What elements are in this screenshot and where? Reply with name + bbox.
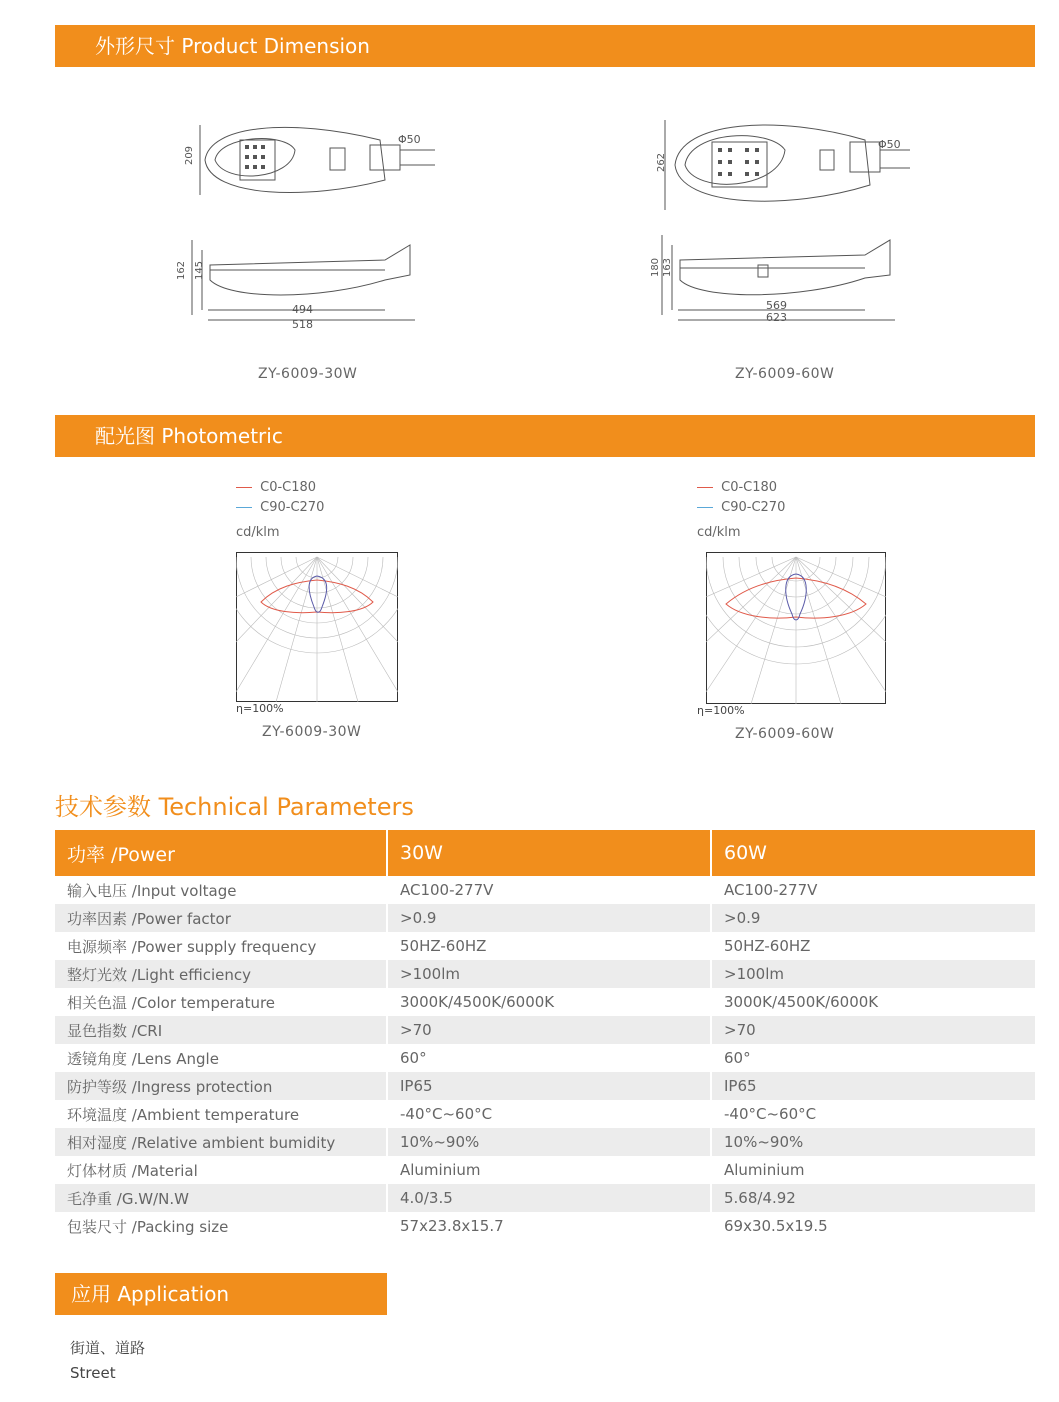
param-value-30w: >100lm bbox=[387, 960, 711, 988]
legend-c0-label: C0-C180 bbox=[260, 480, 317, 495]
legend-c0-label: C0-C180 bbox=[721, 480, 778, 495]
eta-30w: η=100% bbox=[236, 702, 284, 715]
eta-60w: η=100% bbox=[697, 704, 745, 717]
table-row bbox=[55, 1156, 1035, 1184]
param-value-60w: 10%~90% bbox=[711, 1128, 1035, 1156]
legend-c90-30w bbox=[236, 500, 324, 515]
param-value-30w: 57x23.8x15.7 bbox=[387, 1212, 711, 1240]
photometric-title: 配光图 Photometric bbox=[95, 424, 283, 448]
param-value-60w: 69x30.5x19.5 bbox=[724, 1217, 828, 1235]
param-label: 环境温度 /Ambient temperature bbox=[55, 1100, 387, 1128]
dim-60w-width: 262 bbox=[656, 152, 668, 173]
param-value-30w: AC100-277V bbox=[387, 876, 711, 904]
param-label: 透镜角度 /Lens Angle bbox=[55, 1044, 387, 1072]
technical-title: 技术参数 Technical Parameters bbox=[55, 793, 414, 821]
photometric-banner bbox=[55, 415, 1035, 457]
application-banner bbox=[55, 1273, 387, 1315]
header-30w: 30W bbox=[387, 830, 711, 876]
param-value-30w: >0.9 bbox=[387, 904, 711, 932]
legend-c90-label: C90-C270 bbox=[260, 500, 325, 515]
table-row bbox=[55, 1184, 1035, 1212]
legend-c0-swatch bbox=[236, 487, 252, 488]
photometric-model-30w: ZY-6009-30W bbox=[262, 724, 362, 740]
legend-c0-30w bbox=[236, 480, 316, 495]
dim-30w-h2: 145 bbox=[194, 260, 206, 281]
param-value-60w: 50HZ-60HZ bbox=[724, 937, 811, 955]
table-row bbox=[55, 1128, 1035, 1156]
param-label: 电源频率 /Power supply frequency bbox=[55, 932, 387, 960]
dimension-banner bbox=[55, 25, 1035, 67]
dim-30w-width: 209 bbox=[184, 145, 196, 166]
legend-c90-swatch bbox=[236, 507, 252, 508]
table-row bbox=[55, 1212, 1035, 1240]
param-label: 显色指数 /CRI bbox=[55, 1016, 387, 1044]
dimension-title: 外形尺寸 Product Dimension bbox=[95, 34, 370, 58]
table-row bbox=[55, 876, 1035, 904]
table-row bbox=[55, 960, 1035, 988]
table-row bbox=[55, 1044, 1035, 1072]
dimension-model-60w: ZY-6009-60W bbox=[735, 366, 835, 382]
application-title: 应用 Application bbox=[71, 1282, 230, 1306]
table-row bbox=[55, 988, 1035, 1016]
polar-diagram-60w bbox=[706, 552, 886, 704]
header-60w: 60W bbox=[711, 830, 1035, 876]
param-label: 功率因素 /Power factor bbox=[55, 904, 387, 932]
param-value-60w: >0.9 bbox=[711, 904, 1035, 932]
param-value-30w: >70 bbox=[387, 1016, 711, 1044]
param-label: 防护等级 /Ingress protection bbox=[55, 1072, 387, 1100]
header-power: 功率 /Power bbox=[55, 830, 387, 876]
param-value-60w: 60° bbox=[724, 1049, 751, 1067]
dim-30w-h1: 162 bbox=[176, 260, 188, 281]
param-value-60w: Aluminium bbox=[724, 1161, 805, 1179]
legend-c0-60w bbox=[697, 480, 777, 495]
dimension-model-30w: ZY-6009-30W bbox=[258, 366, 358, 382]
param-value-30w: -40°C~60°C bbox=[387, 1100, 711, 1128]
param-value-60w: -40°C~60°C bbox=[724, 1105, 817, 1123]
param-label: 输入电压 /Input voltage bbox=[55, 876, 387, 904]
dim-60w-h2: 163 bbox=[662, 257, 674, 278]
param-value-60w: >100lm bbox=[711, 960, 1035, 988]
param-value-30w: Aluminium bbox=[387, 1156, 711, 1184]
legend-c90-60w bbox=[697, 500, 785, 515]
param-value-60w: 3000K/4500K/6000K bbox=[724, 993, 879, 1011]
unit-60w: cd/klm bbox=[697, 525, 741, 540]
application-text-en: Street bbox=[70, 1364, 116, 1382]
param-value-30w: IP65 bbox=[387, 1072, 711, 1100]
table-row bbox=[55, 904, 1035, 932]
dim-60w-pipe: Φ50 bbox=[878, 138, 901, 151]
legend-c90-label: C90-C270 bbox=[721, 500, 786, 515]
param-label: 包装尺寸 /Packing size bbox=[55, 1212, 387, 1240]
param-value-30w: 10%~90% bbox=[387, 1128, 711, 1156]
param-value-60w: >70 bbox=[711, 1016, 1035, 1044]
param-label: 相关色温 /Color temperature bbox=[55, 988, 387, 1016]
param-value-30w: 4.0/3.5 bbox=[387, 1184, 711, 1212]
dim-30w-pipe: Φ50 bbox=[398, 133, 421, 146]
param-value-30w: 60° bbox=[387, 1044, 711, 1072]
table-row bbox=[55, 1072, 1035, 1100]
photometric-model-60w: ZY-6009-60W bbox=[735, 726, 835, 742]
technical-parameters-table bbox=[55, 830, 1035, 1240]
table-row bbox=[55, 1100, 1035, 1128]
dim-30w-l2: 518 bbox=[292, 318, 313, 331]
legend-c0-swatch bbox=[697, 487, 713, 488]
param-value-60w: IP65 bbox=[711, 1072, 1035, 1100]
polar-diagram-30w bbox=[236, 552, 398, 702]
table-row bbox=[55, 1016, 1035, 1044]
dim-60w-l2: 623 bbox=[766, 311, 787, 324]
param-label: 整灯光效 /Light efficiency bbox=[55, 960, 387, 988]
param-label: 相对湿度 /Relative ambient bumidity bbox=[55, 1128, 387, 1156]
table-header-row bbox=[55, 830, 1035, 876]
param-value-60w: 5.68/4.92 bbox=[711, 1184, 1035, 1212]
dim-60w-l1: 569 bbox=[766, 299, 787, 312]
param-value-30w: 50HZ-60HZ bbox=[387, 932, 711, 960]
param-value-60w: AC100-277V bbox=[724, 881, 818, 899]
table-row bbox=[55, 932, 1035, 960]
dim-30w-l1: 494 bbox=[292, 303, 313, 316]
unit-30w: cd/klm bbox=[236, 525, 280, 540]
param-label: 灯体材质 /Material bbox=[55, 1156, 387, 1184]
param-label: 毛净重 /G.W/N.W bbox=[55, 1184, 387, 1212]
param-value-30w: 3000K/4500K/6000K bbox=[387, 988, 711, 1016]
application-text-cn: 街道、道路 bbox=[70, 1339, 146, 1357]
dim-60w-h1: 180 bbox=[650, 257, 662, 278]
legend-c90-swatch bbox=[697, 507, 713, 508]
